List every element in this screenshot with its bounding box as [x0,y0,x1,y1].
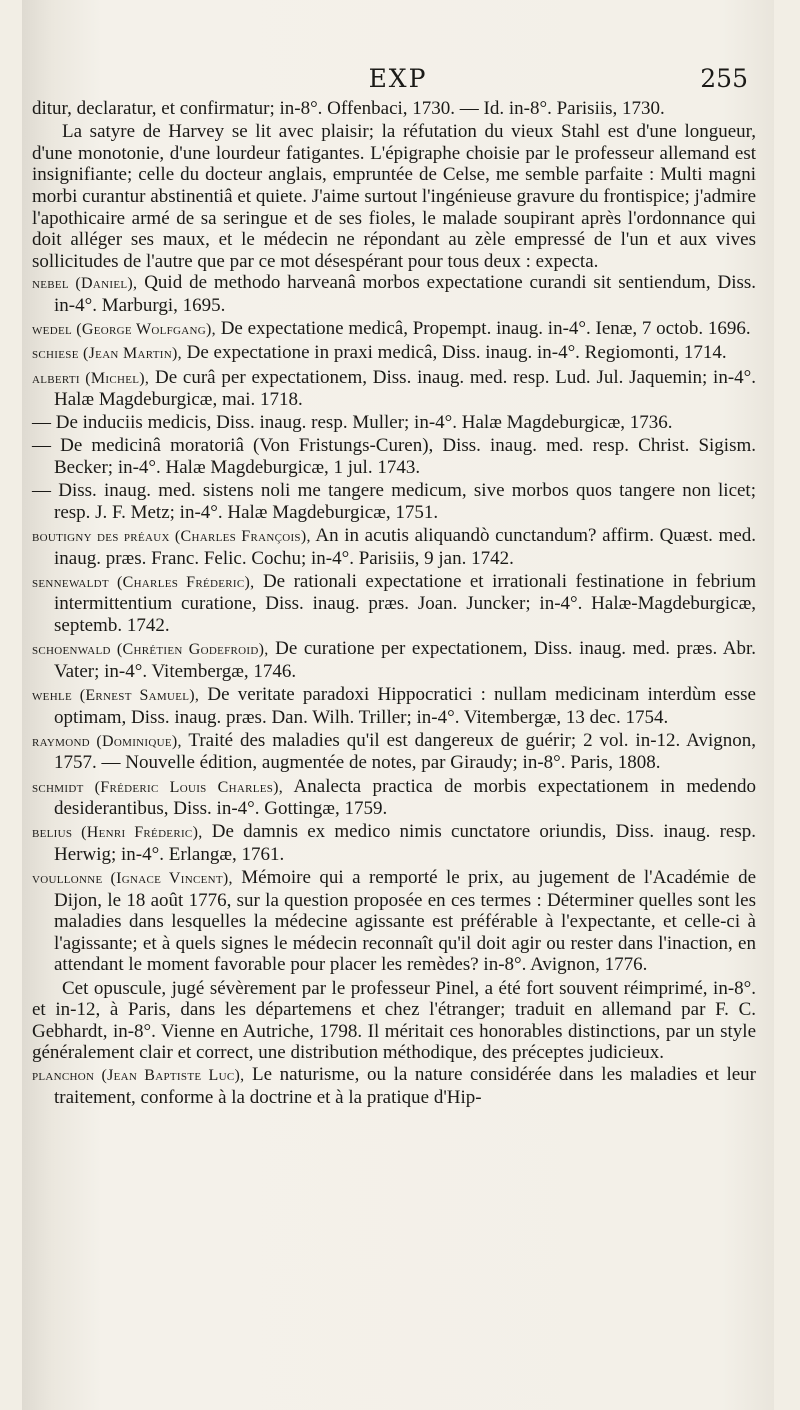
commentary-paragraph [32,121,756,272]
entry-author: schmidt (Fréderic Louis Charles), [32,778,284,796]
bibliography-entry [32,1064,756,1108]
entry-text: — De medicinâ moratoriâ (Von Fristungs-Curen), Diss. inaug. med. resp. Christ. Sigism. Becker; in-4°. Halæ Magdeburgicæ, 1 jul. 1743. [32,435,756,479]
entry-text: De veritate paradoxi Hippocratici : nullam medicinam interdùm esse optimam, Diss. inaug. præs. Dan. Wilh. Triller; in-4°. Vitembergæ, 13 dec. 1754. [54,683,756,728]
paragraph-text: Cet opuscule, jugé sévèrement par le professeur Pinel, a été fort souvent réimprimé, in-8°. et in-12, à Paris, dans les départemens et chez l'étranger; traduit en allemand par F. C. Gebhardt, in-8°. Vienne en Autriche, 1798. Il méritait ces honorables distinctions, par un style généralement clair et correct, une distribution méthodique, des préceptes judicieux. [32,977,756,1064]
entry-author: planchon (Jean Baptiste Luc), [32,1067,245,1085]
entry-author: wehle (Ernest Samuel), [32,686,200,704]
entry-author: wedel (George Wolfgang), [32,321,216,339]
bibliography-entry [32,272,756,316]
running-header [22,62,774,102]
bibliography-entry [32,684,756,728]
bibliography-entry [32,412,756,434]
bibliography-entry [32,480,756,523]
entry-text: De expectatione in praxi medicâ, Diss. inaug. in-4°. Regiomonti, 1714. [186,342,727,364]
book-page [22,0,774,1410]
entry-author: raymond (Dominique), [32,732,182,750]
paragraph-text: La satyre de Harvey se lit avec plaisir; la réfutation du vieux Stahl est d'une longueur, d'une monotonie, d'une lourdeur fatigantes. L'épigraphe choisie par le professeur allemand est insignifiante; celle du docteur anglais, empruntée de Celse, me semble parfaite : Multi magni morbi curantur abstinentiâ et quiete. J'aime surtout l'ingénieuse gravure du frontispice; j'admire l'apothicaire armé de sa seringue et de ses fioles, le malade soupirant après l'ordonnance qui doit alléger ses maux, et le médecin ne répondant au zèle empressé de l'un et aux vives sollicitudes de l'autre que par ce mot désespérant pour tous deux : expecta. [32,121,756,272]
entry-text: De damnis ex medico nimis cunctatore oriundis, Diss. inaug. resp. Herwig; in-4°. Erlangæ, 1761. [54,821,756,865]
entry-author: schoenwald (Chrétien Godefroid), [32,641,269,659]
bibliography-entry [32,867,756,976]
entry-text: — De induciis medicis, Diss. inaug. resp. Muller; in-4°. Halæ Magdeburgicæ, 1736. [32,412,673,434]
entry-author: voullonne (Ignace Vincent), [32,870,233,888]
page-number: 255 [700,64,748,93]
entry-text: De curâ per expectationem, Diss. inaug. med. resp. Lud. Jul. Jaquemin; in-4°. Halæ Magdeburgicæ, mai. 1718. [54,366,756,411]
entry-text: Analecta practica de morbis expectationem in medendo desiderantibus, Diss. in-4°. Gottingæ, 1759. [54,775,756,820]
entry-text: Le naturisme, ou la nature considérée dans les maladies et leur traitement, conforme à la doctrine et à la pratique d'Hip- [54,1064,757,1108]
bibliography-entry [32,367,756,411]
running-title: EXP [368,64,428,93]
entry-text: — Diss. inaug. med. sistens noli me tangere medicum, sive morbos quos tangere non licet; resp. J. F. Metz; in-4°. Halæ Magdeburgicæ, 1751. [32,480,756,523]
entry-text: De curatione per expectationem, Diss. inaug. med. præs. Abr. Vater; in-4°. Vitembergæ, 1746. [54,638,757,682]
bibliography-entry [32,342,756,365]
bibliography-entry [32,525,756,569]
bibliography-entry [32,821,756,865]
bibliography-entry [32,776,756,820]
entry-text: ditur, declaratur, et confirmatur; in-8°. Offenbaci, 1730. — Id. in-8°. Parisiis, 1730. [32,98,665,119]
commentary-paragraph [32,978,756,1064]
bibliography-entry [32,638,756,682]
entry-author: nebel (Daniel), [32,275,138,293]
bibliography-entry [32,98,756,120]
entry-author: schiese (Jean Martin), [32,345,182,363]
entry-text: Traité des maladies qu'il est dangereux de guérir; 2 vol. in-12. Avignon, 1757. — Nouvelle édition, augmentée de notes, par Giraudy; in-8°. Paris, 1808. [54,729,756,774]
entry-text: Mémoire qui a remporté le prix, au jugement de l'Académie de Dijon, le 18 août 1776, sur la question proposée en ces termes : Déterminer quelles sont les maladies dans lesquelles la médecine agissante est préférable à l'expectante, et celle-ci à l'agissante; et à quels signes le médecin reconnaît qu'il doit agir ou rester dans l'inaction, en attendant le moment favorable pour placer les remèdes? in-8°. Avignon, 1776. [54,867,756,976]
entry-author: belius (Henri Fréderic), [32,824,203,842]
entry-text: An in acutis aliquandò cunctandum? affirm. Quæst. med. inaug. præs. Franc. Felic. Cochu; in-4°. Parisiis, 9 jan. 1742. [54,525,756,569]
entry-text: De rationali expectatione et irrationali festinatione in febrium intermittentium curatione, Diss. inaug. præs. Joan. Juncker; in-4°. Halæ-Magdeburgicæ, septemb. 1742. [54,570,756,636]
entry-text: Quid de methodo harveanâ morbos expectatione curandi sit sentiendum, Diss. in-4°. Marburgi, 1695. [54,272,757,316]
bibliography-entry [32,435,756,478]
bibliography-entry [32,318,756,341]
entry-text: De expectatione medicâ, Propempt. inaug. in-4°. Ienæ, 7 octob. 1696. [220,318,751,340]
entry-author: boutigny des préaux (Charles François), [32,528,311,546]
page-body [32,98,756,1110]
entry-author: alberti (Michel), [32,369,150,387]
bibliography-entry [32,730,756,774]
entry-author: sennewaldt (Charles Fréderic), [32,573,255,591]
bibliography-entry [32,571,756,637]
